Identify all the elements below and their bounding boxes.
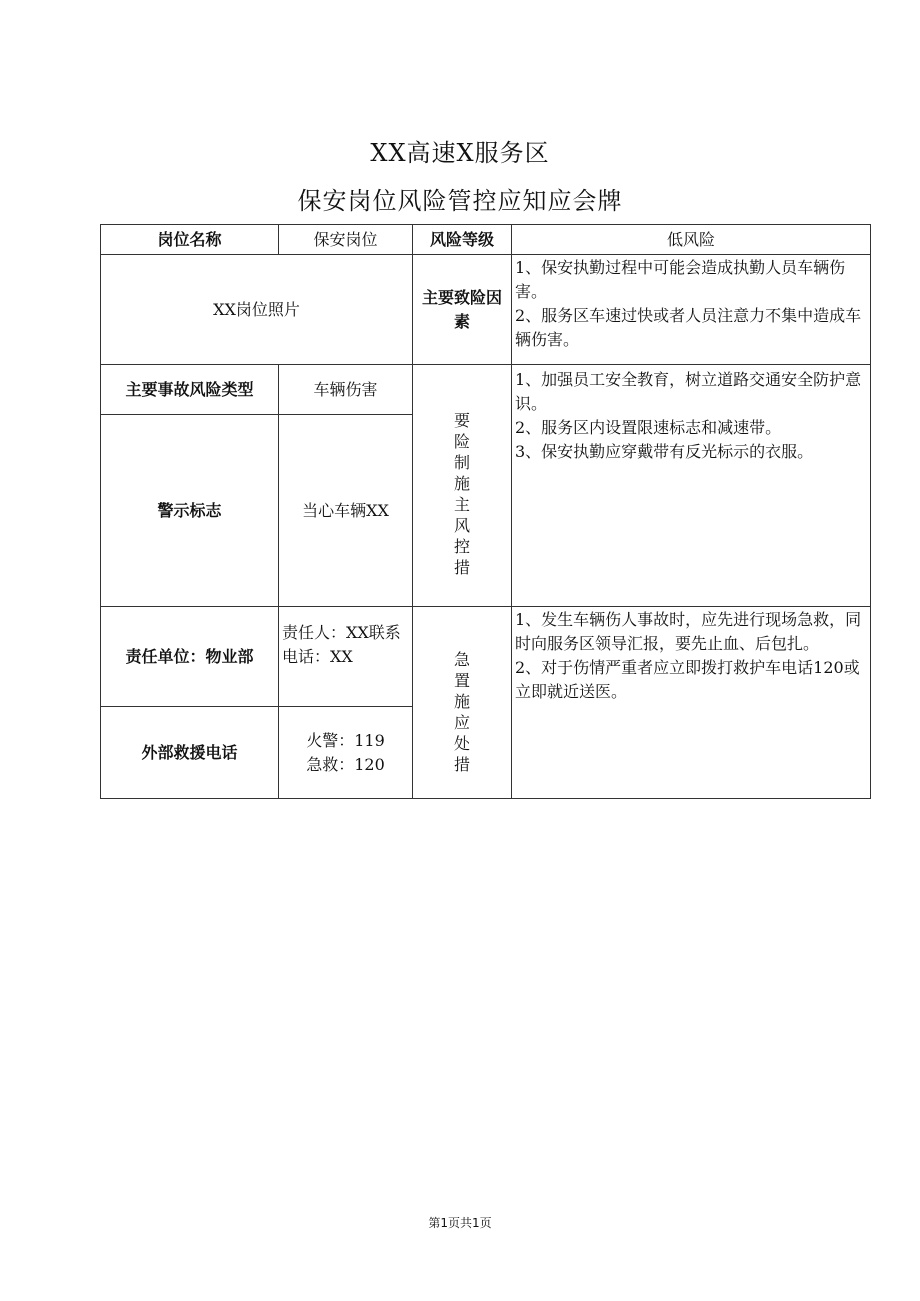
post-name-value: 保安岗位 — [278, 224, 413, 255]
fire-phone: 火警：119 — [306, 730, 385, 750]
emergency-measures-char: 施 — [453, 692, 470, 711]
page-number: 第1页共1页 — [428, 1216, 492, 1230]
warning-sign-value: 当心车辆XX — [278, 414, 413, 607]
control-measures-char: 制 — [453, 453, 470, 472]
main-factor-item: 1、保安执勤过程中可能会造成执勤人员车辆伤害。 — [515, 258, 846, 301]
emergency-measures-content — [511, 606, 871, 799]
main-factor-item: 2、服务区车速过快或者人员注意力不集中造成车辆伤害。 — [515, 306, 862, 349]
control-measure-item: 2、服务区内设置限速标志和减速带。 — [515, 418, 782, 437]
responsible-unit-label: 责任单位：物业部 — [100, 606, 279, 707]
control-measures-char: 主 — [453, 495, 470, 514]
control-measure-item: 3、保安执勤应穿戴带有反光标示的衣服。 — [515, 442, 814, 461]
control-measure-item: 1、加强员工安全教育，树立道路交通安全防护意识。 — [515, 370, 862, 413]
main-factors-content — [511, 254, 871, 365]
control-measures-char: 施 — [453, 474, 470, 493]
control-measures-char: 控 — [453, 537, 470, 556]
control-measures-char: 险 — [453, 432, 470, 451]
emergency-measures-char: 措 — [453, 755, 470, 774]
emergency-measures-char: 置 — [453, 671, 470, 690]
risk-level-label: 风险等级 — [412, 224, 512, 255]
main-factors-label — [412, 254, 512, 365]
control-measures-char: 措 — [453, 558, 470, 577]
post-name-label: 岗位名称 — [100, 224, 279, 255]
accident-type-label: 主要事故风险类型 — [100, 364, 279, 415]
control-measures-char: 风 — [453, 516, 470, 535]
responsible-person — [278, 606, 413, 707]
emergency-measures-char: 应 — [453, 713, 470, 732]
document-subtitle: 保安岗位风险管控应知应会牌 — [297, 187, 623, 215]
responsible-person-text: 责任人：XX联系电话：XX — [282, 623, 401, 666]
control-measures-label — [412, 364, 512, 607]
warning-sign-label: 警示标志 — [100, 414, 279, 607]
emergency-measures-label — [412, 606, 512, 799]
emergency-measures-char: 急 — [453, 650, 470, 669]
emergency-measures-char: 处 — [453, 734, 470, 753]
emergency-measure-item: 1、发生车辆伤人事故时，应先进行现场急救，同时向服务区领导汇报，要先止血、后包扎。 — [515, 610, 862, 653]
ambulance-phone: 急救：120 — [306, 754, 385, 774]
control-measures-content — [511, 364, 871, 607]
risk-level-value: 低风险 — [511, 224, 871, 255]
document-title: XX高速X服务区 — [370, 139, 550, 167]
accident-type-value: 车辆伤害 — [278, 364, 413, 415]
rescue-phones — [278, 706, 413, 799]
control-measures-char: 要 — [453, 411, 470, 430]
rescue-phone-label: 外部救援电话 — [100, 706, 279, 799]
emergency-measure-item: 2、对于伤情严重者应立即拨打救护车电话120或立即就近送医。 — [515, 658, 860, 701]
post-photo-placeholder: XX岗位照片 — [100, 254, 413, 365]
main-factors-label-text: 主要致险因素 — [421, 287, 502, 331]
